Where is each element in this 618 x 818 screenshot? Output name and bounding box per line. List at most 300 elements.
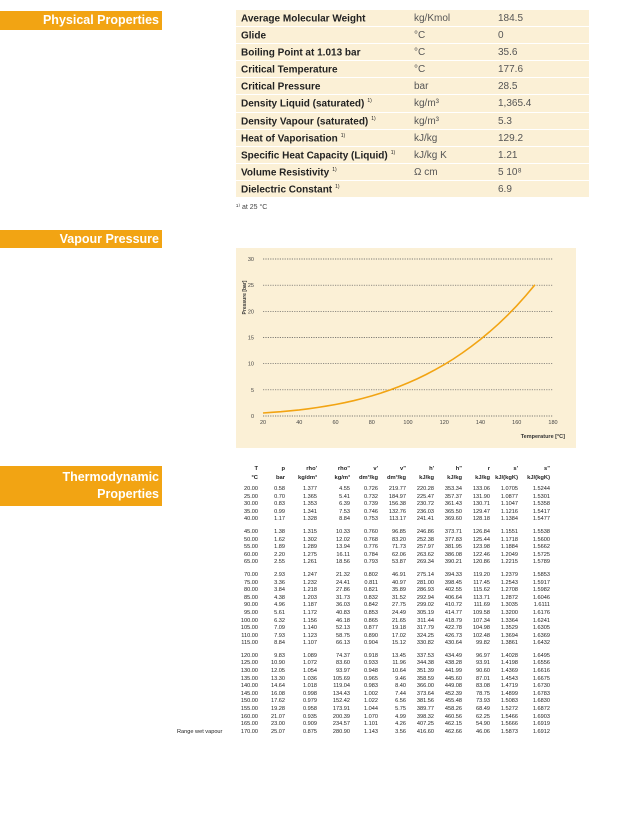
table-cell: 1.0877 <box>500 493 518 500</box>
table-cell: 1.341 <box>303 508 317 515</box>
data-point <box>362 398 363 399</box>
footnote-mark: 1) <box>332 166 337 173</box>
property-row <box>236 78 589 95</box>
table-cell: 1.6495 <box>532 652 550 659</box>
table-cell: 1.1884 <box>500 544 518 551</box>
property-unit: °C <box>414 30 426 42</box>
table-row <box>172 729 582 737</box>
table-cell: 107.34 <box>472 617 490 624</box>
table-cell: 0.83 <box>274 501 285 508</box>
table-cell: 394.33 <box>444 571 462 578</box>
table-cell: 10.64 <box>392 668 406 675</box>
table-row <box>172 537 582 545</box>
table-cell: 330.82 <box>416 640 434 647</box>
table-cell: 1.353 <box>303 501 317 508</box>
table-cell: 119.04 <box>333 683 350 690</box>
table-cell: 1.365 <box>303 493 317 500</box>
table-cell: 299.02 <box>416 602 434 609</box>
property-unit: kJ/kg <box>414 132 438 144</box>
table-cell: 150.00 <box>240 698 258 705</box>
table-cell: r <box>487 466 490 472</box>
table-cell: 1.2049 <box>500 551 518 558</box>
table-cell: 16.08 <box>271 690 285 697</box>
table-cell: 241.41 <box>416 516 434 523</box>
table-cell: 0.776 <box>364 544 378 551</box>
table-cell: dm³/kg <box>358 475 378 481</box>
table-row <box>172 552 582 560</box>
section-title-line: Properties <box>97 487 159 501</box>
table-header-row <box>172 466 582 475</box>
table-cell: 83.60 <box>336 660 350 667</box>
property-name: Critical Pressure <box>241 81 321 93</box>
table-cell: 104.98 <box>472 625 490 632</box>
table-row <box>172 706 582 714</box>
data-point <box>308 408 309 409</box>
footnote-mark: 1) <box>390 149 396 156</box>
table-cell: 65.00 <box>244 559 258 566</box>
table-row <box>172 509 582 517</box>
table-cell: 0.58 <box>274 486 285 492</box>
table-cell: 1.3035 <box>500 602 518 609</box>
table-cell: 0.811 <box>364 579 378 586</box>
table-cell: 7.93 <box>274 632 285 639</box>
table-cell: 252.38 <box>416 536 434 543</box>
table-cell: 0.948 <box>364 668 378 675</box>
table-cell: 68.49 <box>476 706 490 713</box>
table-cell: 344.38 <box>416 660 434 667</box>
table-cell: 15.12 <box>392 640 406 647</box>
table-row <box>172 633 582 641</box>
table-cell: 220.28 <box>416 486 434 492</box>
table-cell: 1.247 <box>303 571 317 578</box>
table-cell: 96.85 <box>392 528 406 535</box>
table-cell: 269.34 <box>416 559 434 566</box>
property-name: Glide <box>241 30 267 42</box>
table-cell: 381.95 <box>444 544 462 551</box>
table-cell: 12.05 <box>271 668 285 675</box>
table-cell: 381.56 <box>416 698 434 705</box>
table-cell: 1.2379 <box>500 571 518 578</box>
x-axis-label: Temperature [°C] <box>520 434 565 440</box>
y-tick-label: 5 <box>250 387 254 394</box>
table-cell: kJ/(kgK) <box>527 475 550 481</box>
table-cell: 23.00 <box>271 721 285 728</box>
table-cell: 434.49 <box>444 652 462 659</box>
table-cell: 1.072 <box>303 660 317 667</box>
table-cell: 1.218 <box>303 587 317 594</box>
table-row <box>172 587 582 595</box>
table-row <box>172 559 582 567</box>
table-cell: 55.00 <box>244 544 258 551</box>
table-cell: 95.00 <box>244 609 258 616</box>
property-name: Density Liquid (saturated) $^{1)}$ <box>241 98 372 110</box>
property-name: Specific Heat Capacity (Liquid) $^{1)}$ <box>241 149 396 162</box>
table-cell: 1.4028 <box>500 652 518 659</box>
table-cell: 0.726 <box>364 486 378 492</box>
table-cell: 1.036 <box>303 675 317 682</box>
table-cell: 31.52 <box>392 594 406 601</box>
y-tick-label: 20 <box>247 309 254 316</box>
table-cell: 0.768 <box>364 536 378 543</box>
table-cell: 1.6432 <box>532 640 550 647</box>
table-cell: 0.958 <box>303 706 317 713</box>
table-cell: 70.00 <box>244 571 258 578</box>
table-cell: 5.75 <box>395 706 406 713</box>
table-cell: 1.6783 <box>532 690 550 697</box>
property-row <box>236 147 589 164</box>
table-cell: 246.86 <box>416 528 434 535</box>
table-cell: 113.71 <box>473 594 490 601</box>
y-tick-label: 15 <box>247 335 254 342</box>
table-cell: 58.75 <box>336 632 350 639</box>
property-row <box>236 61 589 78</box>
table-row <box>172 529 582 537</box>
table-cell: 0.933 <box>364 660 378 667</box>
physical-properties-table <box>236 10 589 198</box>
table-cell: 0.70 <box>274 493 285 500</box>
table-cell: 1.172 <box>303 609 317 616</box>
table-row <box>172 501 582 509</box>
table-cell: 1.6872 <box>532 706 550 713</box>
table-cell: 1.5873 <box>500 728 518 735</box>
table-cell: 8.84 <box>339 516 350 523</box>
table-cell: 1.2215 <box>500 559 518 566</box>
table-cell: kg/dm³ <box>297 475 317 481</box>
table-cell: 5.61 <box>274 609 285 616</box>
table-cell: 1.5853 <box>532 571 550 578</box>
table-cell: 1.5301 <box>532 493 550 500</box>
y-tick-label: 30 <box>247 257 254 263</box>
table-row <box>172 572 582 580</box>
data-point <box>462 352 463 353</box>
table-cell: 230.72 <box>416 501 434 508</box>
table-cell: 5.41 <box>339 493 350 500</box>
table-cell: 83.08 <box>476 683 490 690</box>
table-cell: 90.60 <box>476 668 490 675</box>
table-cell: 1.3861 <box>500 640 518 647</box>
table-cell: s' <box>513 466 518 472</box>
table-cell: 105.69 <box>332 675 350 682</box>
property-row <box>236 130 589 147</box>
table-cell: 377.83 <box>444 536 462 543</box>
data-point <box>371 395 372 396</box>
property-value: 177.6 <box>498 64 524 76</box>
table-cell: 24.49 <box>392 609 406 616</box>
table-cell: 53.87 <box>392 559 406 566</box>
table-cell: 1.5083 <box>500 698 518 705</box>
data-point <box>380 392 381 393</box>
table-cell: 0.979 <box>303 698 317 705</box>
table-cell: 3.84 <box>274 587 285 594</box>
data-point <box>507 315 508 316</box>
table-cell: 21.07 <box>271 713 285 720</box>
table-cell: 111.69 <box>473 602 490 609</box>
table-cell: 280.90 <box>332 728 350 735</box>
table-cell: 0.793 <box>364 559 378 566</box>
data-point <box>335 404 336 405</box>
table-cell: 4.96 <box>274 602 285 609</box>
table-cell: 66.13 <box>336 640 350 647</box>
table-cell: 455.48 <box>444 698 462 705</box>
table-row <box>172 676 582 684</box>
data-point <box>444 364 445 365</box>
table-row <box>172 698 582 706</box>
property-unit: °C <box>414 47 426 59</box>
table-cell: 1.4899 <box>500 690 518 697</box>
table-cell: 0.732 <box>364 493 378 500</box>
table-header-row <box>172 475 582 486</box>
table-row <box>172 544 582 552</box>
table-cell: 93.97 <box>336 668 350 675</box>
table-cell: 10.33 <box>336 528 350 535</box>
table-cell: 1.6830 <box>532 698 550 705</box>
table-cell: 1.89 <box>274 544 285 551</box>
table-cell: 35.89 <box>392 587 406 594</box>
property-row <box>236 44 589 61</box>
table-cell: 418.79 <box>444 617 462 624</box>
table-cell: 45.00 <box>244 528 258 535</box>
table-cell: 1.018 <box>303 683 317 690</box>
table-cell: 1.275 <box>303 551 317 558</box>
table-cell: v" <box>400 466 406 472</box>
table-cell: 1.187 <box>303 602 317 609</box>
table-cell: 13.45 <box>392 652 406 659</box>
table-row <box>172 486 582 494</box>
property-name: Critical Temperature <box>241 64 338 76</box>
table-cell: 0.802 <box>364 571 378 578</box>
table-cell: 1.5358 <box>532 501 550 508</box>
data-point <box>290 410 291 411</box>
property-value: 1,365.4 <box>498 98 532 110</box>
property-unit: kg/m³ <box>414 115 439 127</box>
table-cell: 122.46 <box>472 551 490 558</box>
property-row <box>236 181 589 198</box>
table-cell: 30.00 <box>244 501 258 508</box>
y-tick-label: 10 <box>247 361 254 368</box>
table-cell: 1.4369 <box>500 668 518 675</box>
table-cell: 54.90 <box>476 721 490 728</box>
table-cell: 317.79 <box>416 625 434 632</box>
table-cell: bar <box>275 475 285 481</box>
table-cell: 311.44 <box>417 617 434 624</box>
table-cell: 126.84 <box>472 528 490 535</box>
table-cell: 1.6730 <box>532 683 550 690</box>
table-cell: 1.6369 <box>532 632 550 639</box>
table-row <box>172 714 582 722</box>
table-cell: 2.20 <box>274 551 285 558</box>
table-cell: 13.94 <box>336 544 350 551</box>
table-cell: 170.00 <box>240 728 258 735</box>
range-wet-vapour-label: Range wet vapour <box>177 728 223 735</box>
table-cell: 3.36 <box>274 579 285 586</box>
table-cell: 62.06 <box>392 551 406 558</box>
table-cell: 200.39 <box>332 713 350 720</box>
table-row <box>172 721 582 729</box>
table-cell: 1.6616 <box>532 668 550 675</box>
table-cell: 398.32 <box>416 713 434 720</box>
property-row <box>236 95 589 112</box>
table-cell: 1.140 <box>303 625 317 632</box>
table-cell: 1.107 <box>303 640 317 647</box>
table-cell: 1.5272 <box>500 706 518 713</box>
data-point <box>281 411 282 412</box>
property-row <box>236 10 589 27</box>
x-tick-label: 40 <box>296 420 303 426</box>
property-value: 0 <box>498 30 504 42</box>
table-cell: 8.84 <box>274 640 285 647</box>
table-cell: 1.5600 <box>532 536 550 543</box>
table-cell: 85.00 <box>244 594 258 601</box>
property-name: Boiling Point at 1.013 bar <box>241 47 361 59</box>
table-cell: 1.4198 <box>500 660 518 667</box>
table-cell: 78.75 <box>476 690 490 697</box>
table-cell: 25.07 <box>271 728 285 735</box>
table-cell: kJ/kg <box>447 475 462 481</box>
table-row <box>172 602 582 610</box>
table-cell: 1.123 <box>303 632 317 639</box>
table-cell: 173.91 <box>332 706 350 713</box>
table-cell: 1.6176 <box>532 609 550 616</box>
table-cell: 441.99 <box>444 668 462 675</box>
table-cell: 10.90 <box>271 660 285 667</box>
table-cell: 1.5466 <box>500 713 518 720</box>
table-row <box>172 660 582 668</box>
footnote-mark: 1) <box>340 132 346 139</box>
table-cell: 130.71 <box>472 501 490 508</box>
property-name: Heat of Vaporisation $^{1)}$ <box>241 132 346 144</box>
table-cell: 1.1047 <box>500 501 518 508</box>
table-cell: 145.00 <box>240 690 258 697</box>
table-cell: 4.26 <box>395 721 406 728</box>
table-cell: 25.00 <box>244 493 258 500</box>
table-cell: 27.75 <box>392 602 406 609</box>
property-name: Dielectric Constant $^{1)}$ <box>241 183 340 196</box>
table-cell: 73.93 <box>476 698 490 705</box>
table-cell: 134.43 <box>332 690 350 697</box>
table-cell: 6.32 <box>274 617 285 624</box>
data-point <box>407 382 408 383</box>
property-unit: °C <box>414 64 426 76</box>
table-cell: 0.909 <box>303 721 317 728</box>
table-cell: 281.00 <box>416 579 434 586</box>
table-cell: 102.48 <box>472 632 490 639</box>
property-row <box>236 164 589 181</box>
data-point <box>534 284 535 285</box>
table-cell: 19.18 <box>392 625 406 632</box>
table-cell: 11.96 <box>392 660 406 667</box>
table-cell: 462.15 <box>444 721 462 728</box>
table-cell: 0.760 <box>364 528 378 535</box>
table-cell: h' <box>429 466 434 472</box>
table-cell: 0.842 <box>364 602 378 609</box>
table-cell: kJ/kg <box>475 475 490 481</box>
table-cell: 416.60 <box>416 728 434 735</box>
table-cell: 0.821 <box>364 587 378 594</box>
table-cell: 398.45 <box>444 579 462 586</box>
table-row <box>172 625 582 633</box>
table-cell: 184.97 <box>388 493 406 500</box>
table-cell: 257.97 <box>416 544 434 551</box>
table-cell: 386.08 <box>444 551 462 558</box>
table-cell: kJ/(kgK) <box>495 475 518 481</box>
y-tick-label: 25 <box>247 283 254 290</box>
table-cell: 1.203 <box>303 594 317 601</box>
table-cell: 21.65 <box>392 617 406 624</box>
chart-background <box>236 248 576 448</box>
table-row <box>172 595 582 603</box>
property-unit: kg/m³ <box>414 98 439 110</box>
table-cell: 0.739 <box>364 501 378 508</box>
x-tick-label: 160 <box>512 420 522 426</box>
x-tick-label: 20 <box>259 420 267 426</box>
table-cell: 365.50 <box>444 508 462 515</box>
table-cell: 236.03 <box>416 508 434 515</box>
table-cell: h" <box>455 466 462 472</box>
x-tick-label: 60 <box>332 420 339 426</box>
data-point <box>299 409 300 410</box>
footnote-mark: 1) <box>367 98 372 105</box>
table-cell: 46.18 <box>336 617 350 624</box>
table-cell: 165.00 <box>240 721 258 728</box>
table-cell: 17.02 <box>392 632 406 639</box>
table-cell: 19.28 <box>271 706 285 713</box>
table-cell: 369.60 <box>444 516 462 523</box>
table-cell: 1.2543 <box>500 579 518 586</box>
y-axis-label: Pressure [bar] <box>242 280 248 315</box>
table-cell: 445.60 <box>444 675 462 682</box>
property-value: 5.3 <box>498 115 512 127</box>
table-cell: 1.5982 <box>532 587 550 594</box>
table-cell: 1.4543 <box>500 675 518 682</box>
table-cell: 120.86 <box>472 559 490 566</box>
table-cell: 7.44 <box>395 690 406 697</box>
table-cell: 1.6305 <box>532 625 550 632</box>
table-cell: 1.156 <box>303 617 317 624</box>
table-cell: 1.232 <box>303 579 317 586</box>
table-cell: 1.5662 <box>532 544 550 551</box>
table-cell: 3.56 <box>395 728 406 735</box>
table-cell: kg/m³ <box>334 475 350 481</box>
table-cell: 2.55 <box>274 559 285 566</box>
data-point <box>489 331 490 332</box>
table-cell: 35.00 <box>244 508 258 515</box>
table-cell: 438.28 <box>444 660 462 667</box>
table-cell: 449.08 <box>444 683 462 690</box>
table-row <box>172 683 582 691</box>
table-cell: 156.38 <box>388 501 406 508</box>
property-unit: kJ/kg K <box>414 149 447 161</box>
table-cell: 117.45 <box>473 579 490 586</box>
table-cell: 430.64 <box>444 640 462 647</box>
data-point <box>398 386 399 387</box>
table-cell: 234.57 <box>332 721 350 728</box>
table-cell: 390.21 <box>444 559 462 566</box>
table-cell: 1.3529 <box>500 625 518 632</box>
table-cell: dm³/kg <box>386 475 406 481</box>
table-row <box>172 691 582 699</box>
table-cell: 96.97 <box>476 652 490 659</box>
table-cell: 1.2708 <box>500 587 518 594</box>
table-cell: 131.90 <box>472 493 490 500</box>
table-cell: 0.890 <box>364 632 378 639</box>
table-cell: 0.746 <box>364 508 378 515</box>
table-cell: 0.865 <box>364 617 378 624</box>
table-cell: 128.18 <box>472 516 490 523</box>
table-cell: 4.99 <box>395 713 406 720</box>
table-cell: 109.58 <box>472 609 490 616</box>
table-cell: 0.904 <box>364 640 378 647</box>
vapour-pressure-chart <box>236 248 576 453</box>
